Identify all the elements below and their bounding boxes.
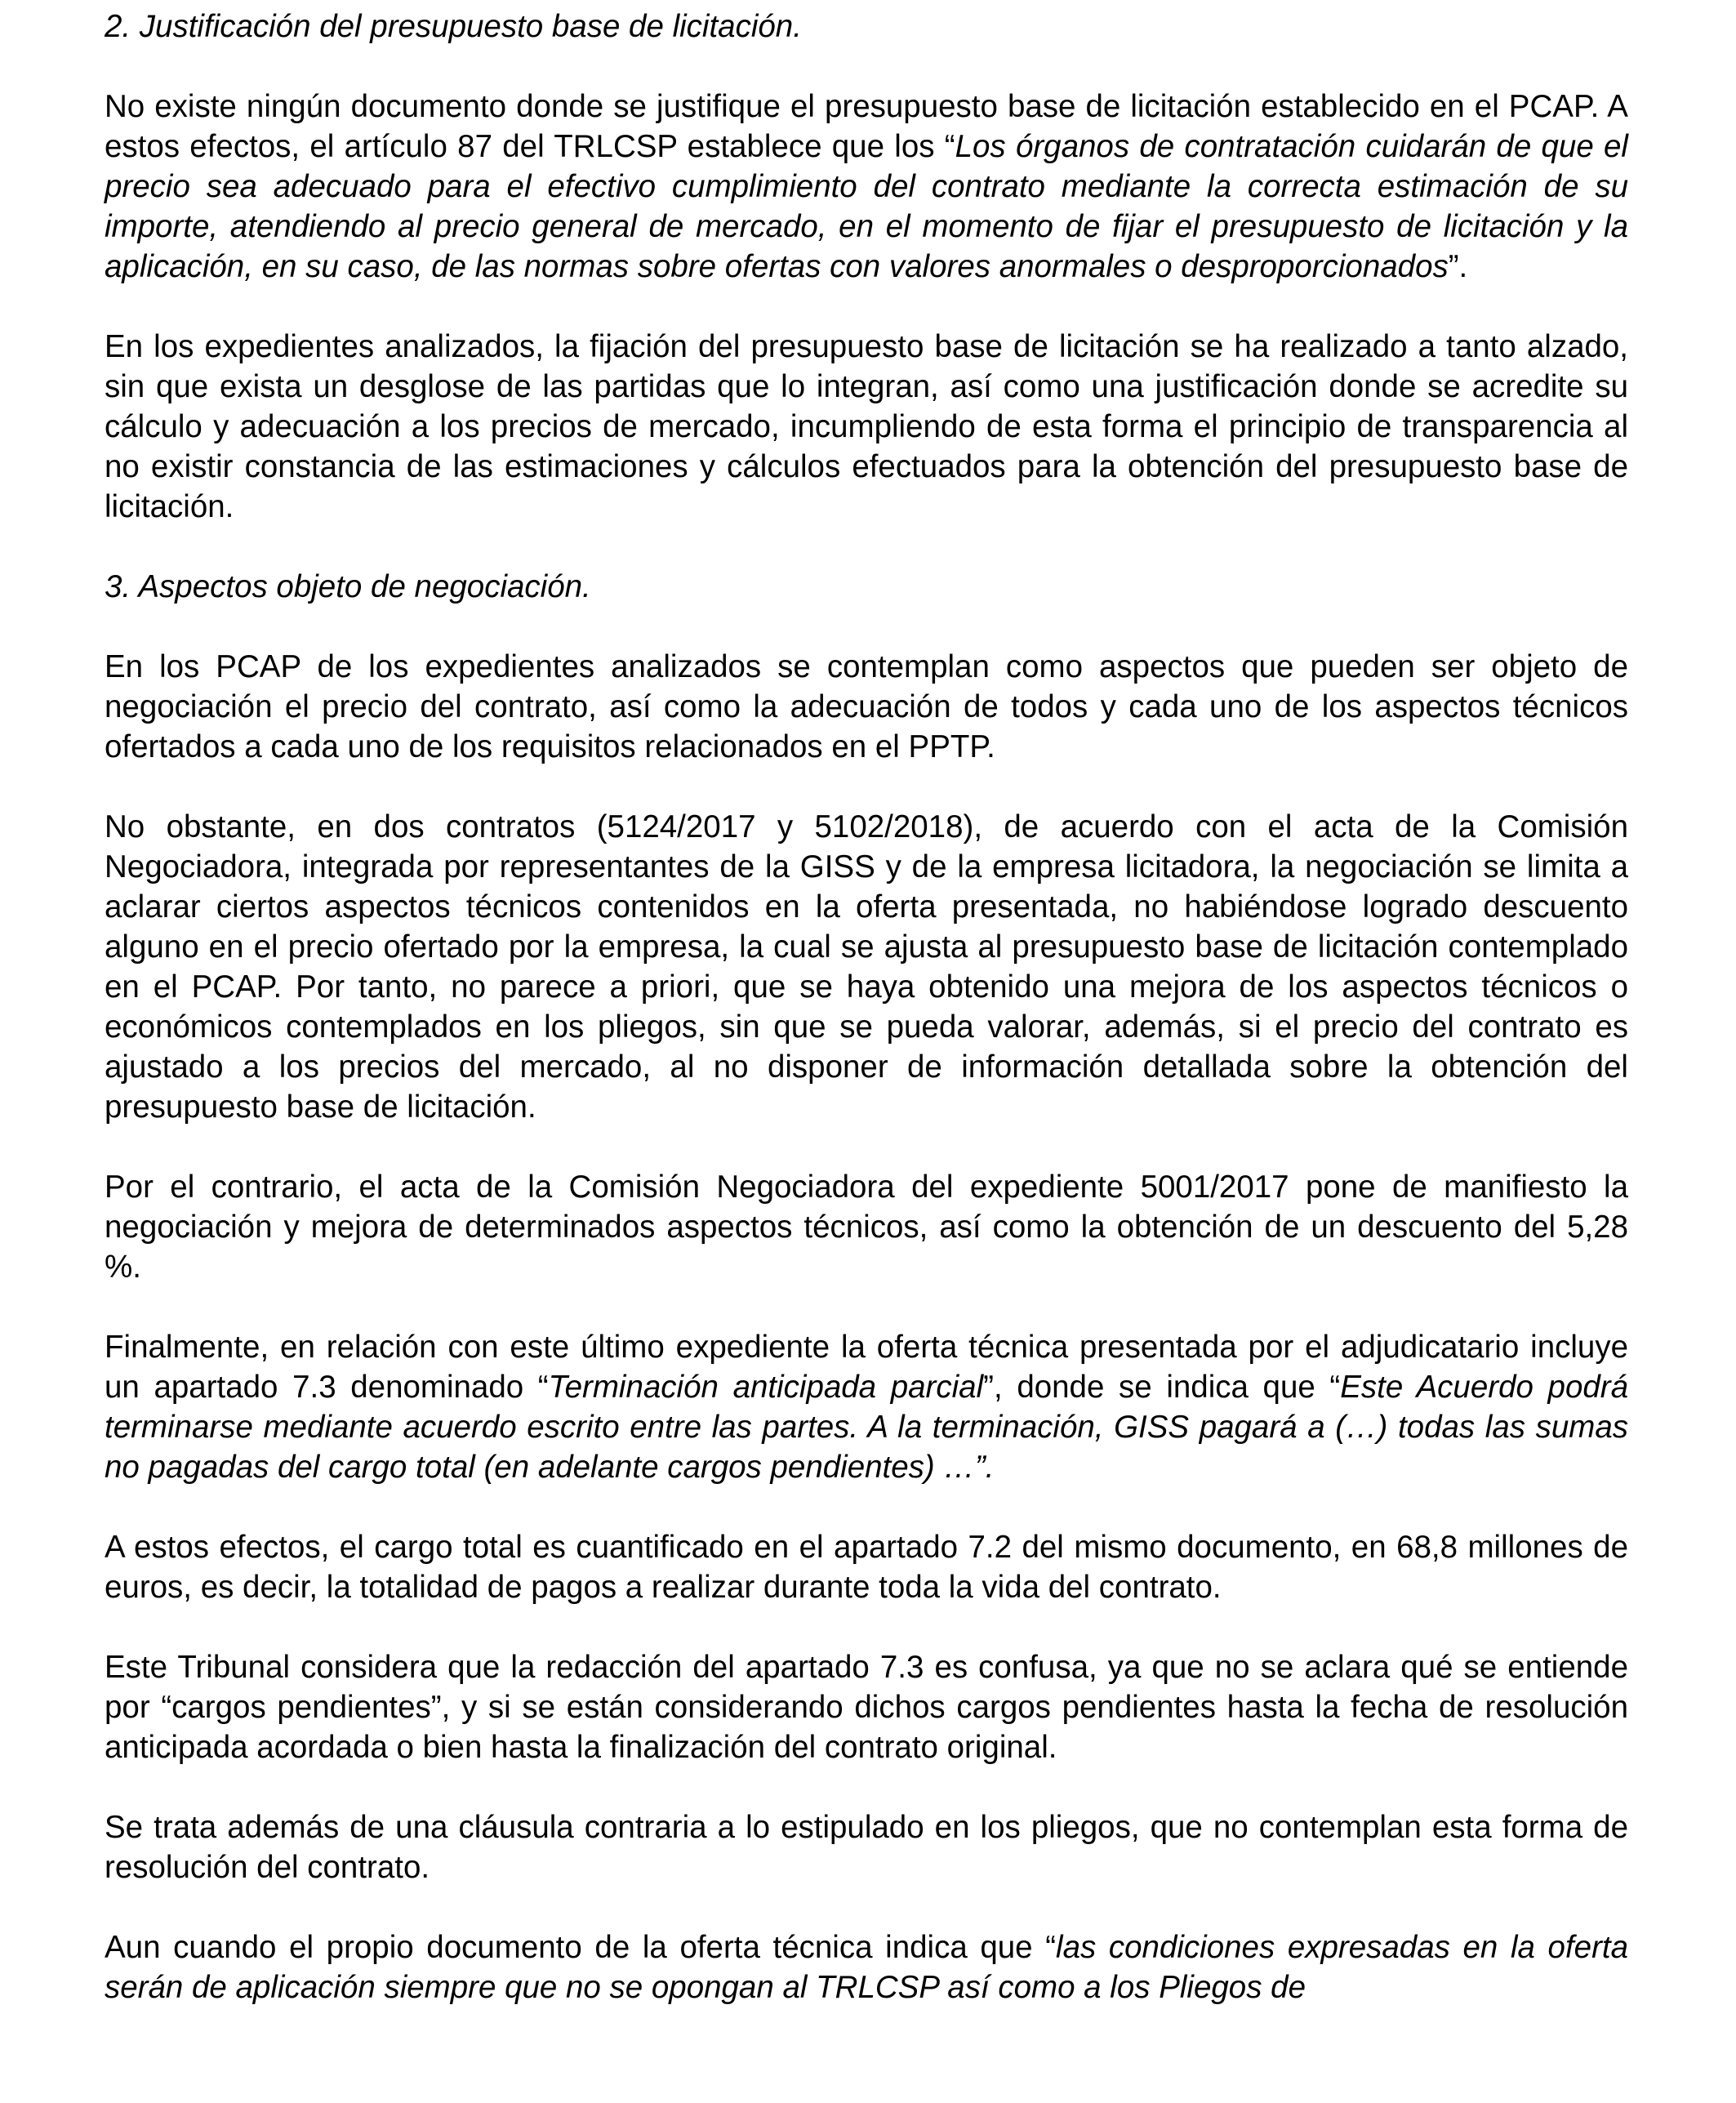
offer-quote: las condiciones expresadas en la oferta serán de aplicación siempre que no se opongan al TRLCSP así como a los Pliegos de: [105, 1930, 1628, 2005]
section-2-paragraph-2: En los expedientes analizados, la fijación del presupuesto base de licitación se ha realizado a tanto alzado, sin que exista un desglose de las partidas que lo integran, así como una justificación donde se acredite su cálculo y adecuación a los precios de mercado, incumpliendo de esta forma el principio de transparencia al no existir constancia de las estimaciones y cálculos efectuados para la obtención del presupuesto base de licitación.: [105, 329, 1628, 524]
paragraph-text: Aun cuando el propio documento de la oferta técnica indica que “: [105, 1930, 1057, 1965]
paragraph-text: ”, donde se indica que “: [983, 1370, 1341, 1405]
clause-title-quote: Terminación anticipada parcial: [548, 1370, 984, 1405]
legal-quote: Los órganos de contratación cuidarán de que el precio sea adecuado para el efectivo cumplimiento del contrato mediante la correcta estimación de su importe, atendiendo al precio general de mercado, en el momento de fijar el presupuesto de licitación y la aplicación, en su caso, de las normas sobre ofertas con valores anormales o desproporcionados: [105, 129, 1628, 284]
section-2-paragraph-1: [105, 87, 1628, 287]
section-3-paragraph-5: A estos efectos, el cargo total es cuantificado en el apartado 7.2 del mismo documento, en 68,8 millones de euros, es decir, la totalidad de pagos a realizar durante toda la vida del contrato.: [105, 1530, 1628, 1605]
paragraph-text: No existe ningún documento donde se justifique el presupuesto base de licitación establecido en el PCAP. A estos efectos, el artículo 87 del TRLCSP establece que los “: [105, 89, 1628, 164]
section-3-paragraph-3: Por el contrario, el acta de la Comisión Negociadora del expediente 5001/2017 pone de manifiesto la negociación y mejora de determinados aspectos técnicos, así como la obtención de un descuento del 5,28 %.: [105, 1170, 1628, 1285]
section-3-paragraph-1: En los PCAP de los expedientes analizados se contemplan como aspectos que pueden ser objeto de negociación el precio del contrato, así como la adecuación de todos y cada uno de los aspectos técnicos ofertados a cada uno de los requisitos relacionados en el PPTP.: [105, 649, 1628, 764]
section-3-paragraph-4: [105, 1327, 1628, 1487]
section-3-heading: 3. Aspectos objeto de negociación.: [105, 569, 591, 604]
paragraph-text: ”.: [1448, 249, 1468, 284]
section-3-paragraph-2: No obstante, en dos contratos (5124/2017 y 5102/2018), de acuerdo con el acta de la Comisión Negociadora, integrada por representantes de la GISS y de la empresa licitadora, la negociación se limita a aclarar ciertos aspectos técnicos contenidos en la oferta presentada, no habiéndose logrado descuento alguno en el precio ofertado por la empresa, la cual se ajusta al presupuesto base de licitación contemplado en el PCAP. Por tanto, no parece a priori, que se haya obtenido una mejora de los aspectos técnicos o económicos contemplados en los pliegos, sin que se pueda valorar, además, si el precio del contrato es ajustado a los precios del mercado, al no disponer de información detallada sobre la obtención del presupuesto base de licitación.: [105, 809, 1628, 1125]
section-3-paragraph-8: [105, 1927, 1628, 2007]
section-2-heading: 2. Justificación del presupuesto base de licitación.: [105, 9, 802, 44]
section-3-paragraph-6: Este Tribunal considera que la redacción del apartado 7.3 es confusa, ya que no se aclara qué se entiende por “cargos pendientes”, y si se están considerando dichos cargos pendientes hasta la fecha de resolución anticipada acordada o bien hasta la finalización del contrato original.: [105, 1650, 1628, 1765]
paragraph-text: Finalmente, en relación con este último expediente la oferta técnica presentada por el adjudicatario incluye un apartado 7.3 denominado “: [105, 1330, 1628, 1405]
clause-text-quote: Este Acuerdo podrá terminarse mediante acuerdo escrito entre las partes. A la terminación, GISS pagará a (…) todas las sumas no pagadas del cargo total (en adelante cargos pendientes) …”.: [105, 1370, 1629, 1485]
section-3-paragraph-7: Se trata además de una cláusula contraria a lo estipulado en los pliegos, que no contemplan esta forma de resolución del contrato.: [105, 1810, 1628, 1885]
